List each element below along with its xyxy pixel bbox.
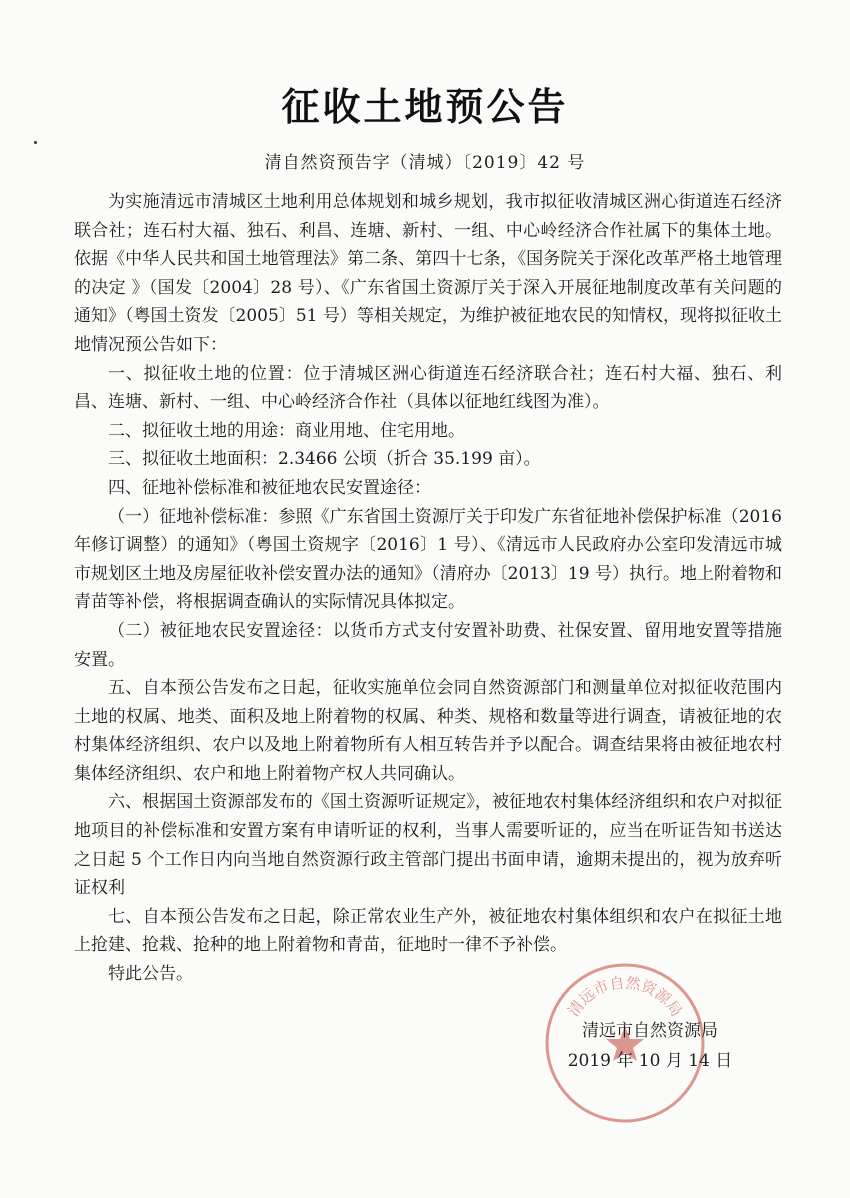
paragraph-no-compensation: 七、自本预公告发布之日起，除正常农业生产外，被征地农村集体组织和农户在拟征土地上抢建、抢栽、抢种的地上附着物和青苗，征地时一律不予补偿。	[74, 906, 782, 956]
paragraph-resettlement: （二）被征地农民安置途径：以货币方式支付安置补助费、社保安置、留用地安置等措施安置。	[74, 620, 782, 670]
paragraph-closing: 特此公告。	[108, 964, 193, 985]
paragraph-purpose: 二、拟征收土地的用途：商业用地、住宅用地。	[108, 420, 465, 441]
issue-date: 2019 年 10 月 14 日	[567, 1051, 733, 1071]
signature-block	[540, 1016, 760, 1076]
issuing-organization: 清远市自然资源局	[582, 1021, 718, 1041]
paragraph-survey: 五、自本预公告发布之日起，征收实施单位会同自然资源部门和测量单位对拟征收范围内土地的权属、地类、面积及地上附着物的权属、种类、规格和数量等进行调查，请被征地的农村集体经济组织、农户以及地上附着物所有人相互转告并予以配合。调查结果将由被征地农村集体经济组织、农户和地上附着物产权人共同确认。	[74, 678, 782, 784]
scan-speck	[34, 141, 37, 144]
paragraph-compensation-heading: 四、征地补偿标准和被征地农民安置途径：	[108, 477, 431, 498]
paragraph-hearing: 六、根据国土资源部发布的《国土资源听证规定》，被征地农村集体经济组织和农户对拟征地项目的补偿标准和安置方案有申请听证的权利，当事人需要听证的，应当在听证告知书送达之日起 5 个工作日内向当地自然资源行政主管部门提出书面申请，逾期未提出的，视为放弃听证权利	[74, 792, 782, 899]
notice-body	[74, 188, 782, 989]
paragraph-location: 一、拟征收土地的位置：位于清城区洲心街道连石经济联合社；连石村大福、独石、利昌、连塘、新村、一组、中心岭经济合作社（具体以征地红线图为准）。	[74, 363, 782, 413]
paragraph-area: 三、拟征收土地面积：2.3466 公顷（折合 35.199 亩）。	[108, 449, 541, 470]
paragraph-compensation-standard: （一）征地补偿标准：参照《广东省国土资源厅关于印发广东省征地补偿保护标准（2016 年修订调整）的通知》（粤国土资规字〔2016〕1 号）、《清远市人民政府办公室印发清远市城市规划区土地及房屋征收补偿安置办法的通知》（清府办〔2013〕19 号）执行。地上附着物和青苗等补偿，将根据调查确认的实际情况具体拟定。	[74, 506, 782, 613]
paragraph-intro: 为实施清远市清城区土地利用总体规划和城乡规划，我市拟征收清城区洲心街道连石经济联合社；连石村大福、独石、利昌、连塘、新村、一组、中心岭经济合作社属下的集体土地。依据《中华人民共和国土地管理法》第二条、第四十七条，《国务院关于深化改革严格土地管理的决定 》（国发〔2004〕28 号）、《广东省国土资源厅关于深入开展征地制度改革有关问题的通知》（粤国土资发〔2005〕51 号）等相关规定，为维护被征地农民的知情权，现将拟征收土地情况预公告如下：	[74, 192, 782, 355]
seal-text: 清远市自然资源局	[564, 973, 686, 1020]
document-number: 清自然资预告字（清城）〔2019〕42 号	[264, 153, 586, 173]
page-title: 征收土地预公告	[281, 85, 569, 129]
